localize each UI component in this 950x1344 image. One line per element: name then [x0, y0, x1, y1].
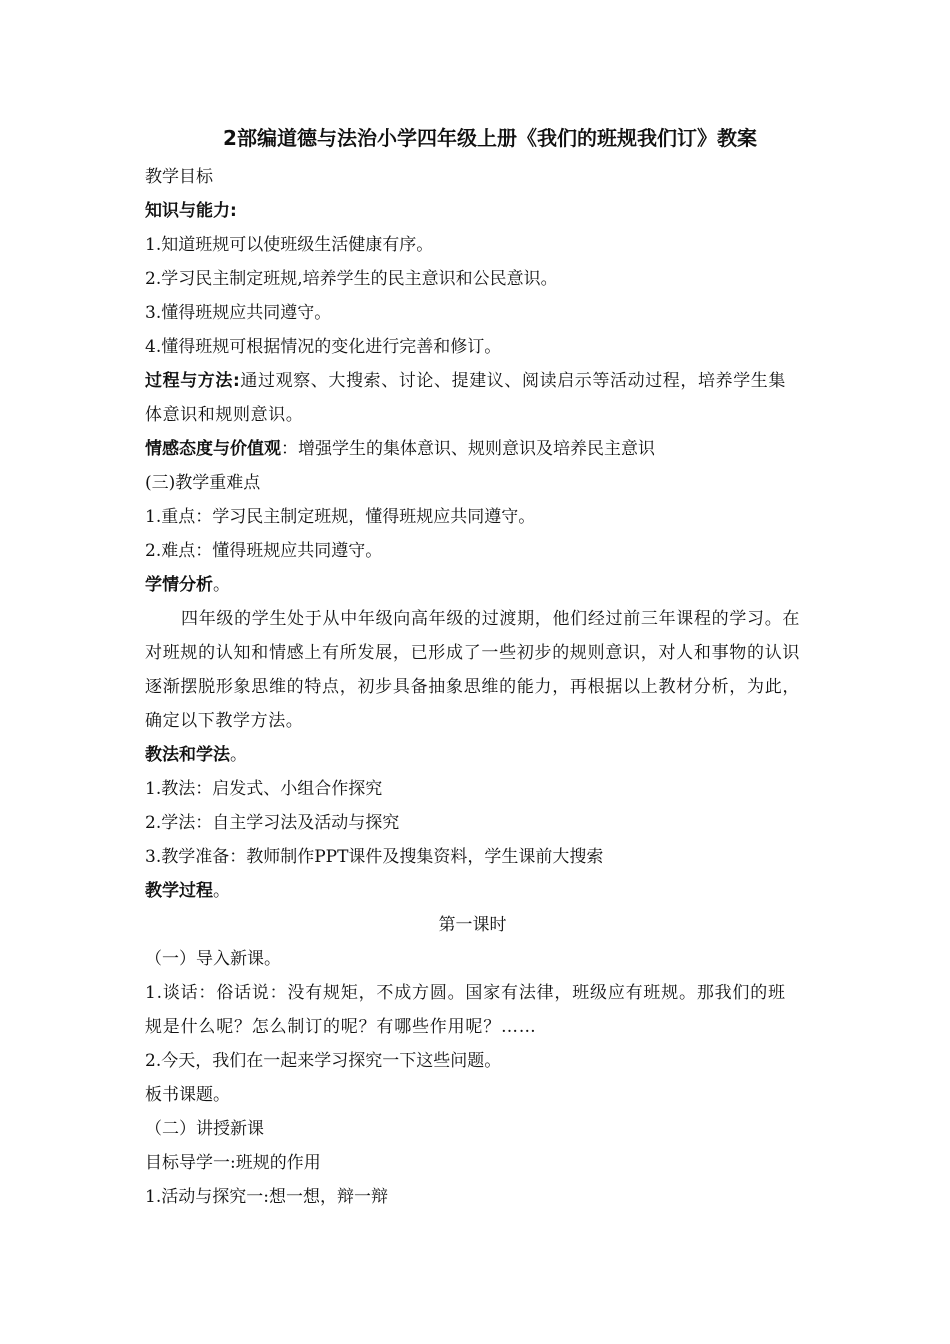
emotion-label: 情感态度与价值观 — [145, 439, 281, 459]
key-point-item: 1.重点：学习民主制定班规，懂得班规应共同遵守。 — [145, 507, 536, 527]
teaching-process-label: 教学过程 — [145, 881, 213, 901]
knowledge-item: 3.懂得班规应共同遵守。 — [145, 303, 332, 323]
knowledge-heading: 知识与能力: — [145, 201, 237, 221]
lesson-heading: 第一课时 — [438, 915, 507, 935]
process-text: 通过观察、大搜索、讨论、提建议、阅读启示等活动过程，培养学生集体意识和规则意识。 — [145, 371, 787, 425]
methods-item: 3.教学准备：教师制作PPT课件及搜集资料，学生课前大搜索 — [145, 847, 604, 867]
knowledge-item: 1.知道班规可以使班级生活健康有序。 — [145, 235, 434, 255]
intro-item: 1.谈话：俗话说：没有规矩，不成方圆。国家有法律，班级应有班规。那我们的班规是什么呢？怎么制订的呢？有哪些作用呢？…… — [145, 983, 786, 1037]
analysis-suffix: 。 — [213, 575, 230, 595]
key-point-item: 2.难点：懂得班规应共同遵守。 — [145, 541, 383, 561]
methods-item: 1.教法：启发式、小组合作探究 — [145, 779, 383, 799]
knowledge-item: 2.学习民主制定班规,培养学生的民主意识和公民意识。 — [145, 269, 558, 289]
analysis-label: 学情分析 — [145, 575, 213, 595]
teach-heading: （二）讲授新课 — [145, 1119, 264, 1139]
board-title: 板书课题。 — [145, 1085, 230, 1105]
activity-one: 1.活动与探究一:想一想，辩一辩 — [145, 1187, 388, 1207]
goals-heading: 教学目标 — [145, 167, 213, 187]
knowledge-item: 4.懂得班规可根据情况的变化进行完善和修订。 — [145, 337, 502, 357]
analysis-heading — [145, 568, 800, 602]
methods-item: 2.学法：自主学习法及活动与探究 — [145, 813, 400, 833]
methods-heading — [145, 738, 800, 772]
teaching-process-suffix: 。 — [213, 881, 230, 901]
emotion-text: ：增强学生的集体意识、规则意识及培养民主意识 — [281, 439, 655, 459]
methods-label: 教法和学法 — [145, 745, 230, 765]
emotion-paragraph — [145, 432, 800, 466]
goal-one-heading: 目标导学一:班规的作用 — [145, 1153, 321, 1173]
document-title: 2部编道德与法治小学四年级上册《我们的班规我们订》教案 — [223, 126, 757, 150]
teaching-process-heading — [145, 874, 800, 908]
process-label: 过程与方法: — [145, 371, 241, 391]
intro-heading: （一）导入新课。 — [145, 949, 281, 969]
document-body — [145, 160, 800, 1214]
intro-item: 2.今天，我们在一起来学习探究一下这些问题。 — [145, 1051, 502, 1071]
key-points-heading: (三)教学重难点 — [145, 473, 261, 493]
process-methods-paragraph — [145, 364, 800, 432]
methods-suffix: 。 — [230, 745, 247, 765]
analysis-paragraph: 四年级的学生处于从中年级向高年级的过渡期，他们经过前三年课程的学习。在对班规的认知和情感上有所发展，已形成了一些初步的规则意识，对人和事物的认识逐渐摆脱形象思维的特点，初步具备抽象思维的能力，再根据以上教材分析，为此，确定以下教学方法。 — [145, 609, 800, 731]
